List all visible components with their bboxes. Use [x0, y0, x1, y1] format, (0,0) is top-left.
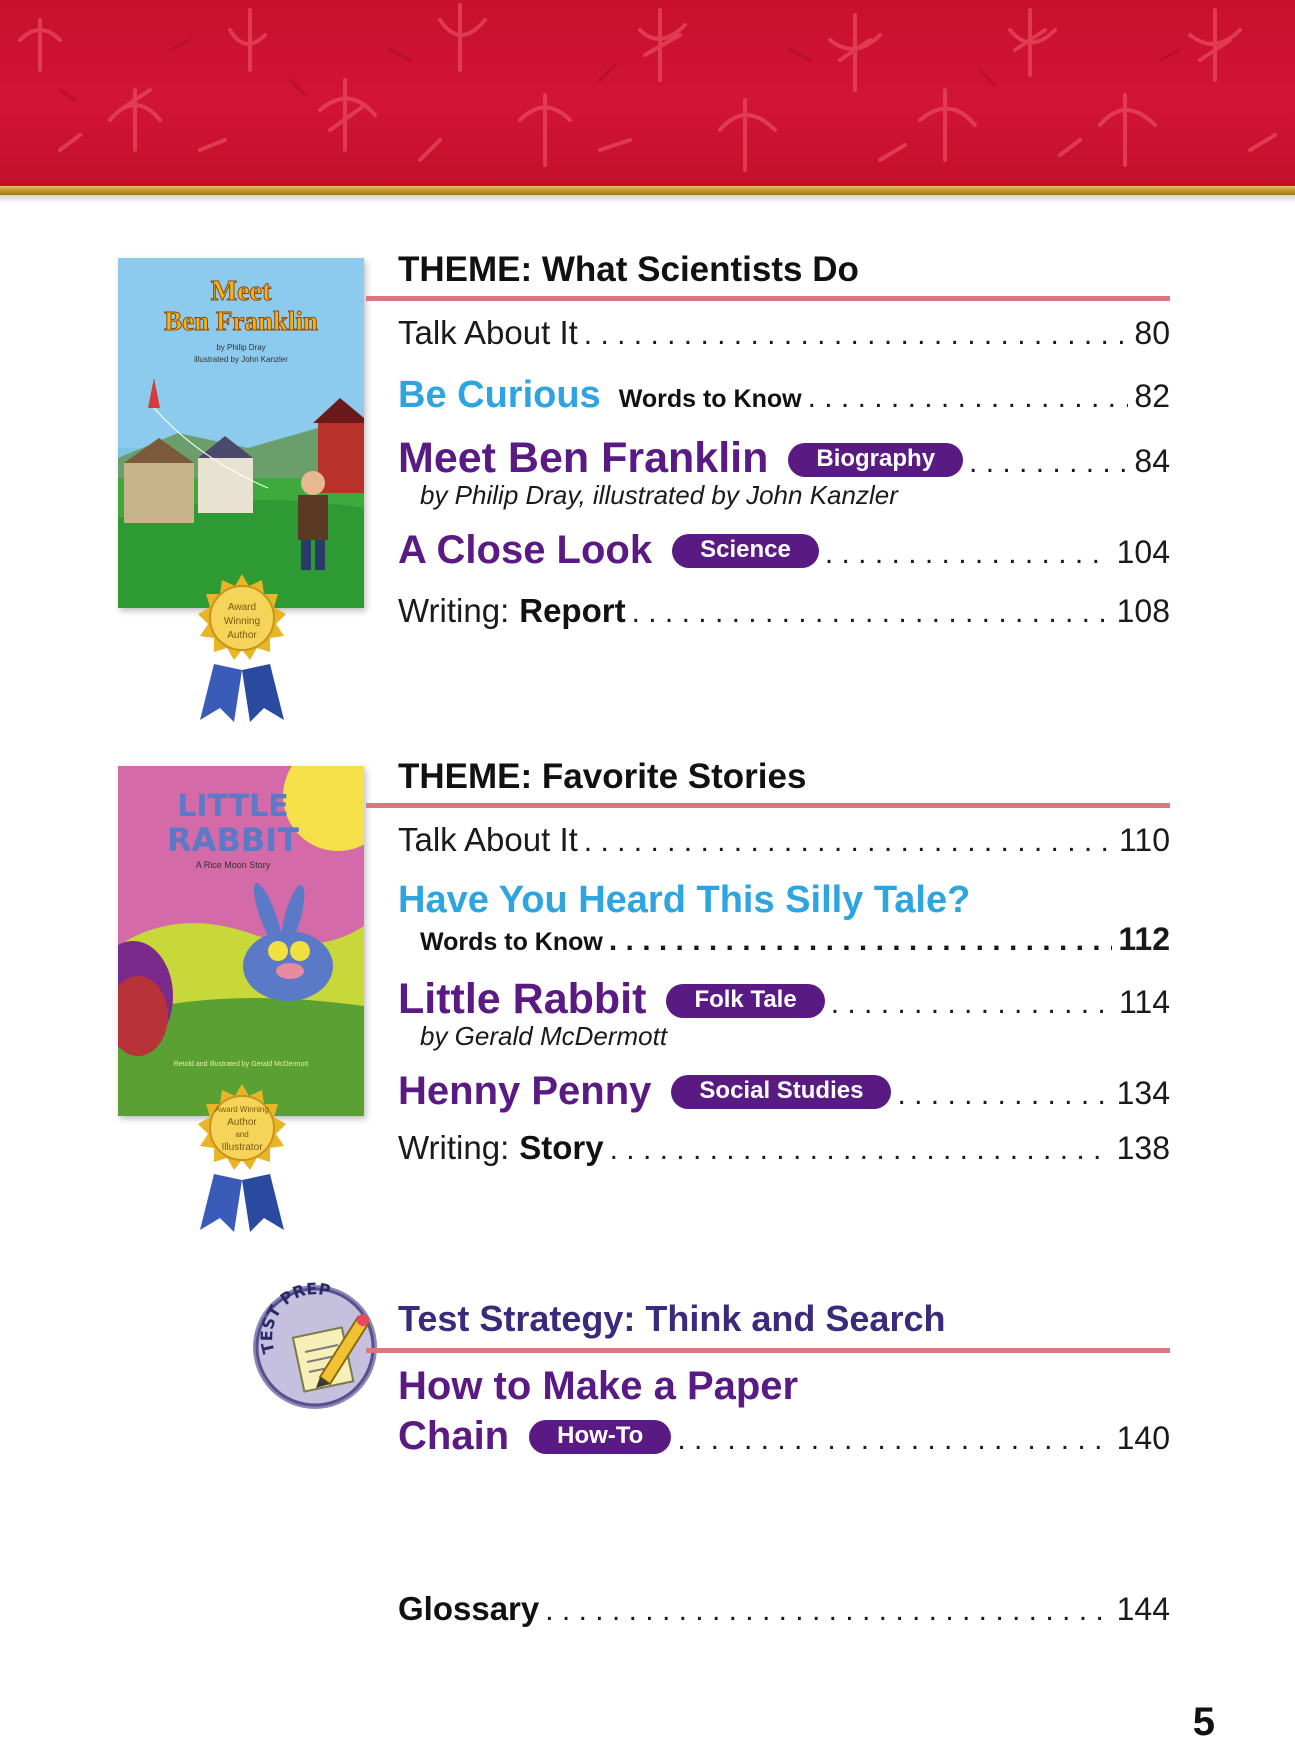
toc-entry-heard-silly-tale-title[interactable] [398, 879, 1170, 927]
award-medal-1 [182, 572, 302, 722]
entry-title-line2: Chain [398, 1414, 510, 1458]
cover-title-line1: LITTLE [177, 789, 289, 824]
medal-line2: Winning [223, 616, 261, 627]
entry-page: 84 [1134, 443, 1170, 479]
cover-byline: by Philip Dray [216, 343, 266, 352]
medal-line3: and [235, 1130, 249, 1139]
dot-leader [584, 318, 1129, 352]
entry-page: 104 [1116, 534, 1170, 570]
banner-gold-edge [0, 186, 1295, 195]
toc-entry-be-curious[interactable] [398, 374, 1170, 422]
entry-page: 114 [1118, 984, 1170, 1020]
toc-entry-heard-silly-tale[interactable] [420, 921, 1170, 969]
toc-entry-a-close-look[interactable] [398, 528, 1170, 576]
genre-badge: How-To [529, 1420, 671, 1454]
entry-kind: Report [519, 592, 626, 629]
toc-entry-glossary[interactable] [398, 1590, 1170, 1638]
test-rule [366, 1348, 1170, 1353]
entry-title-line1: How to Make a Paper [398, 1364, 799, 1408]
theme-rule [366, 803, 1170, 808]
banner-leaf-pattern [0, 0, 1295, 186]
entry-page: 138 [1116, 1130, 1170, 1166]
genre-badge: Biography [788, 443, 963, 477]
banner-shadow [0, 195, 1295, 203]
cover-title-line2: RABBIT [167, 821, 299, 859]
badge-text: TEST PREP [257, 1282, 333, 1356]
toc-entry-talk-about-it[interactable] [398, 314, 1170, 362]
entry-title: Henny Penny [398, 1069, 652, 1113]
entry-title: Meet Ben Franklin [398, 434, 769, 482]
header-banner [0, 0, 1295, 186]
cover-subtitle: A Rice Moon Story [195, 860, 271, 870]
theme-title: THEME: Favorite Stories [398, 757, 807, 796]
toc-entry-talk-about-it[interactable] [398, 821, 1170, 869]
cover-meet-ben-franklin[interactable] [118, 258, 364, 608]
medal-line3: Author [227, 630, 257, 641]
entry-page: 112 [1118, 921, 1170, 957]
genre-badge: Folk Tale [666, 984, 824, 1018]
dot-leader [610, 1133, 1111, 1167]
toc-entry-meet-ben-franklin[interactable] [398, 434, 1170, 482]
award-medal-2 [182, 1082, 302, 1232]
entry-byline: by Philip Dray, illustrated by John Kanzler [420, 480, 898, 510]
dot-leader [831, 987, 1113, 1021]
entry-title: Be Curious [398, 374, 601, 416]
toc-entry-writing-story[interactable] [398, 1129, 1170, 1177]
theme-rule [366, 296, 1170, 301]
dot-leader [632, 596, 1111, 630]
dot-leader [545, 1594, 1110, 1628]
entry-subtitle: Words to Know [420, 928, 603, 956]
toc-entry-paper-chain[interactable] [398, 1414, 1170, 1462]
dot-leader [584, 825, 1113, 859]
dot-leader [897, 1078, 1110, 1112]
entry-label: Talk About It [398, 821, 578, 858]
glossary-label: Glossary [398, 1590, 540, 1627]
entry-title: A Close Look [398, 528, 653, 572]
entry-label: Writing: [398, 1129, 510, 1166]
entry-page: 144 [1116, 1591, 1170, 1627]
theme-title: THEME: What Scientists Do [398, 250, 859, 289]
dot-leader [808, 381, 1129, 415]
test-strategy-title: Test Strategy: Think and Search [398, 1298, 946, 1339]
test-prep-badge [250, 1282, 380, 1412]
entry-label: Writing: [398, 592, 510, 629]
genre-badge: Social Studies [671, 1075, 891, 1109]
medal-line1: Award Winning [215, 1105, 269, 1114]
dot-leader [677, 1423, 1110, 1457]
dot-leader [825, 537, 1111, 571]
page-number: 5 [1192, 1700, 1215, 1744]
cover-little-rabbit[interactable] [118, 766, 364, 1116]
entry-subtitle: Words to Know [618, 385, 802, 413]
toc-entry-little-rabbit[interactable] [398, 975, 1170, 1023]
genre-badge: Science [672, 534, 819, 568]
entry-page: 110 [1118, 822, 1170, 858]
cover-credit: Retold and Illustrated by Gerald McDermott [173, 1061, 309, 1068]
entry-page: 140 [1116, 1420, 1170, 1456]
entry-label: Talk About It [398, 314, 578, 351]
cover-title-line1: Meet [210, 276, 272, 307]
entry-page: 134 [1116, 1075, 1170, 1111]
medal-line2: Author [227, 1117, 257, 1128]
entry-page: 80 [1134, 315, 1170, 351]
toc-entry-writing-report[interactable] [398, 592, 1170, 640]
cover-illustrator: illustrated by John Kanzler [194, 355, 288, 364]
entry-page: 108 [1116, 593, 1170, 629]
medal-line1: Award [227, 602, 257, 613]
cover-title-line2: Ben Franklin [164, 306, 318, 336]
dot-leader [609, 924, 1113, 958]
entry-kind: Story [519, 1129, 604, 1166]
entry-page: 82 [1134, 378, 1170, 414]
toc-entry-henny-penny[interactable] [398, 1069, 1170, 1117]
entry-byline: by Gerald McDermott [420, 1021, 668, 1051]
entry-title: Little Rabbit [398, 975, 647, 1023]
medal-line4: Illustrator [221, 1142, 263, 1153]
dot-leader [969, 446, 1128, 480]
entry-title: Have You Heard This Silly Tale? [398, 879, 971, 921]
